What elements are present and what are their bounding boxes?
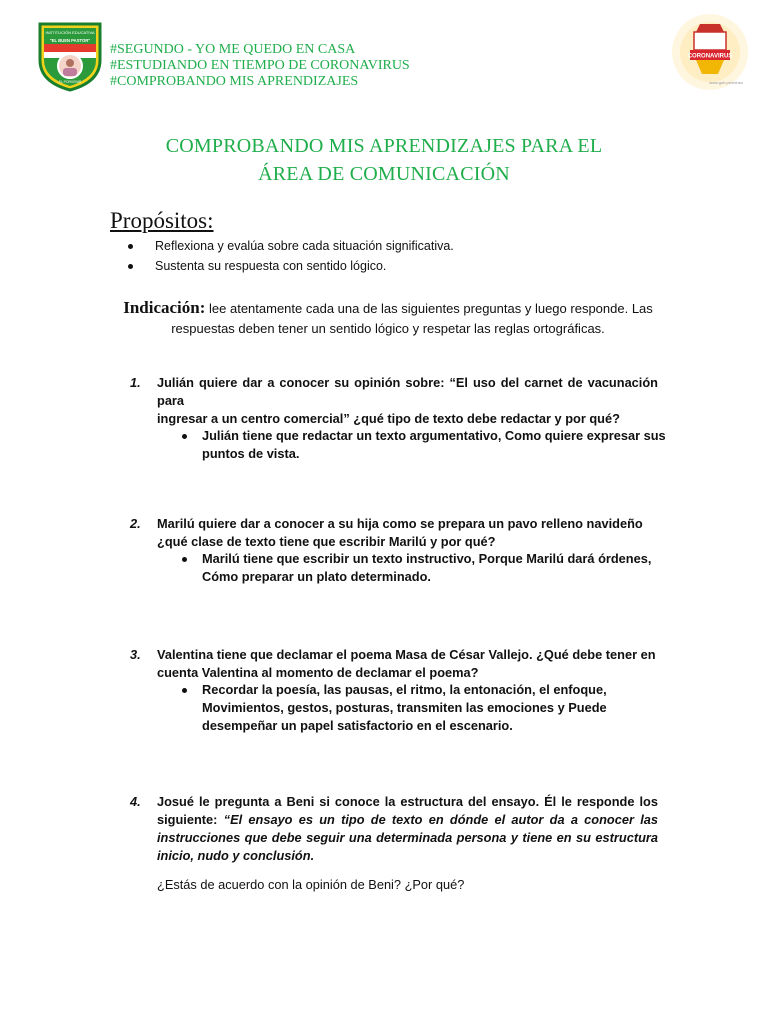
answer-line: puntos de vista. [202, 446, 300, 461]
question-line: Valentina tiene que declamar el poema Masa de César Vallejo. ¿Qué debe tener en [157, 647, 656, 662]
propositos-list [128, 236, 454, 276]
question-4 [130, 793, 658, 865]
bullet-icon [128, 244, 133, 249]
answer-line: Julián tiene que redactar un texto argumentativo, Como quiere expresar sus [202, 428, 666, 443]
title-line-1: COMPROBANDO MIS APRENDIZAJES PARA EL [165, 135, 603, 157]
answer-2 [202, 550, 672, 586]
answer-line: Cómo preparar un plato determinado. [202, 569, 431, 584]
bullet-icon [182, 434, 187, 439]
school-logo-text-2: "EL BUEN PASTOR" [49, 38, 91, 43]
answer-line: Movimientos, gestos, posturas, transmiten las emociones y Puede [202, 700, 607, 715]
indicacion-block [108, 298, 668, 339]
question-line: ingresar a un centro comercial” ¿qué tipo de texto debe redactar y por qué? [157, 411, 620, 426]
hashtag-line: #COMPROBANDO MIS APRENDIZAJES [110, 74, 359, 89]
school-logo-text-3: EL PORVENIR [58, 80, 82, 84]
question-line: cuenta Valentina al momento de declamar el poema? [157, 665, 479, 680]
question-number: 1. [130, 375, 141, 390]
list-item-text: Reflexiona y evalúa sobre cada situación significativa. [155, 239, 454, 253]
school-logo [34, 20, 106, 92]
question-2 [130, 515, 658, 551]
indicacion-text-2: respuestas deben tener un sentido lógico y respetar las reglas ortográficas. [171, 321, 605, 336]
bullet-icon [182, 557, 187, 562]
answer-1 [202, 427, 672, 463]
question-number: 3. [130, 647, 141, 662]
coronavirus-logo [666, 10, 754, 94]
question-number: 2. [130, 516, 141, 531]
hashtag-line: #SEGUNDO - YO ME QUEDO EN CASA [110, 42, 356, 57]
list-item [128, 236, 454, 256]
question-quote: “El ensayo es un tipo de texto en dónde el autor da a conocer las instrucciones que debe seguir una determinada persona y tiene en su estructura inicio, nudo y conclusión. [157, 812, 658, 863]
coronavirus-logo-url: www.gob.pe/minsa [709, 80, 743, 85]
school-logo-text-1: INSTITUCIÓN EDUCATIVA [45, 30, 95, 35]
indicacion-text-1: lee atentamente cada una de las siguientes preguntas y luego responde. Las [209, 301, 653, 316]
question-line: Marilú quiere dar a conocer a su hija como se prepara un pavo relleno navideño [157, 516, 643, 531]
answer-line: desempeñar un papel satisfactorio en el escenario. [202, 718, 513, 733]
question-1 [130, 374, 658, 428]
question-4-followup: ¿Estás de acuerdo con la opinión de Beni? ¿Por qué? [157, 877, 465, 892]
title-line-2: ÁREA DE COMUNICACIÓN [258, 163, 510, 185]
question-3 [130, 646, 658, 682]
answer-line: Recordar la poesía, las pausas, el ritmo, la entonación, el enfoque, [202, 682, 607, 697]
list-item-text: Sustenta su respuesta con sentido lógico. [155, 259, 387, 273]
question-line: ¿qué clase de texto tiene que escribir Marilú y por qué? [157, 534, 496, 549]
question-line: Julián quiere dar a conocer su opinión sobre: “El uso del carnet de vacunación para [157, 375, 658, 408]
bullet-icon [182, 688, 187, 693]
hashtag-line: #ESTUDIANDO EN TIEMPO DE CORONAVIRUS [110, 58, 410, 73]
question-text: Josué le pregunta a Beni si conoce la estructura del ensayo. Él le responde los siguiente: [157, 794, 658, 827]
bullet-icon [128, 264, 133, 269]
page-title [60, 132, 708, 188]
list-item [128, 256, 454, 276]
answer-line: Marilú tiene que escribir un texto instructivo, Porque Marilú dará órdenes, [202, 551, 652, 566]
answer-3 [202, 681, 672, 735]
question-number: 4. [130, 794, 141, 809]
propositos-heading: Propósitos: [110, 208, 214, 233]
coronavirus-logo-label: CORONAVIRUS [687, 53, 733, 60]
indicacion-label: Indicación: [123, 298, 206, 317]
hashtag-block [110, 42, 410, 90]
